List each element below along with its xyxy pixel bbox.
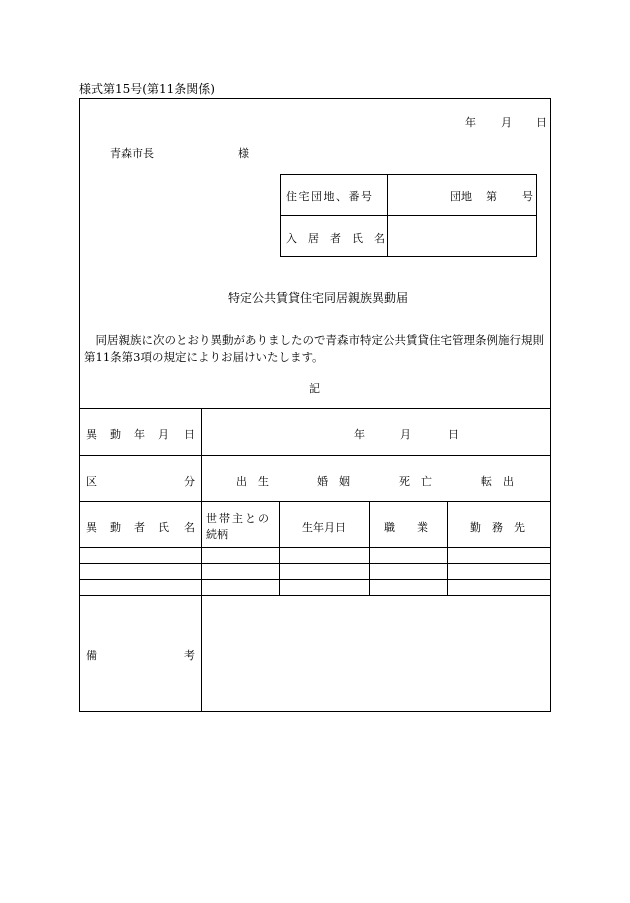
kubun-char-1: 区: [86, 475, 97, 488]
change-date-char-2: 動: [110, 428, 121, 441]
change-day-label[interactable]: 日: [448, 428, 459, 441]
date-year-label[interactable]: 年: [465, 116, 476, 129]
change-date-char-5: 日: [184, 428, 195, 441]
entry-row-3[interactable]: [80, 580, 550, 594]
person-name-char-3: 者: [134, 521, 145, 534]
occupation-header: 職 業: [384, 521, 428, 534]
resident-name-label: 入 居 者 氏 名: [286, 232, 385, 245]
table-top-line: [79, 408, 551, 409]
housing-box-divider-h: [280, 215, 537, 216]
workplace-header: 勤 務 先: [470, 521, 525, 534]
relation-header-line1: 世帯主との: [206, 512, 271, 525]
form-number: 様式第15号(第11条関係): [79, 82, 215, 96]
date-day-label[interactable]: 日: [536, 116, 547, 129]
kubun-char-2: 分: [184, 475, 195, 488]
kubun-option-marriage[interactable]: 婚 姻: [317, 475, 350, 488]
addressee-name: 青森市長: [110, 147, 154, 160]
person-name-char-2: 動: [110, 521, 121, 534]
change-date-char-1: 異: [86, 428, 97, 441]
kubun-option-birth[interactable]: 出 生: [236, 475, 269, 488]
remarks-field[interactable]: [203, 597, 549, 710]
addressee-honorific: 様: [238, 147, 249, 160]
kubun-option-death[interactable]: 死 亡: [399, 475, 432, 488]
relation-header-line2: 続柄: [206, 528, 228, 541]
change-date-char-4: 月: [158, 428, 169, 441]
form-title: 特定公共賃貸住宅同居親族異動届: [228, 291, 409, 305]
birthdate-header: 生年月日: [302, 521, 346, 534]
entry-row-1[interactable]: [80, 548, 550, 562]
housing-number-label: 住宅団地、番号: [286, 190, 374, 203]
change-date-char-3: 年: [134, 428, 145, 441]
table-line-7: [79, 595, 551, 596]
person-name-char-1: 異: [86, 521, 97, 534]
kubun-option-moveout[interactable]: 転 出: [481, 475, 514, 488]
date-month-label[interactable]: 月: [501, 116, 512, 129]
person-name-char-4: 氏: [158, 521, 169, 534]
remarks-char-2: 考: [184, 649, 195, 662]
housing-box-divider-v: [387, 174, 388, 257]
change-month-label[interactable]: 月: [400, 428, 411, 441]
danchi-label[interactable]: 団地: [450, 190, 472, 203]
table-line-2: [79, 455, 551, 456]
person-name-char-5: 名: [184, 521, 195, 534]
dai-label[interactable]: 第: [486, 190, 497, 203]
go-label[interactable]: 号: [522, 190, 533, 203]
remarks-char-1: 備: [86, 649, 97, 662]
form-body-text: 同居親族に次のとおり異動がありましたので青森市特定公共賃貸住宅管理条例施行規則第11条第3項の規定によりお届けいたします。: [84, 333, 544, 364]
change-year-label[interactable]: 年: [354, 428, 365, 441]
table-line-3: [79, 501, 551, 502]
resident-name-field[interactable]: [390, 218, 534, 254]
ki-label: 記: [309, 382, 320, 395]
entry-row-2[interactable]: [80, 564, 550, 578]
